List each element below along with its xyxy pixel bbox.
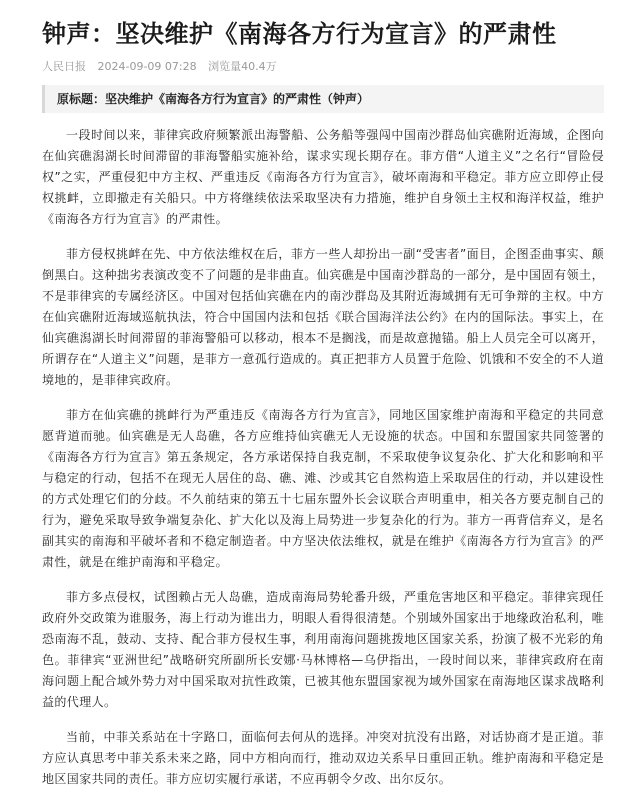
article-body xyxy=(42,125,604,790)
original-title-box xyxy=(42,85,604,113)
paragraph-5: 当前，中菲关系站在十字路口，面临何去何从的选择。冲突对抗没有出路，对话协商才是正道。菲方应认真思考中菲关系未来之路，同中方相向而行，推动双边关系早日重回正轨。维护南海和平稳定是地区国家共同的责任。菲方应切实履行承诺，不应再朝令夕改、出尔反尔。 xyxy=(42,730,604,786)
article-source[interactable]: 人民日报 xyxy=(42,60,86,73)
original-title: 坚决维护《南海各方行为宣言》的严肃性（钟声） xyxy=(105,92,370,106)
original-title-label: 原标题： xyxy=(57,92,106,106)
paragraph-3: 菲方在仙宾礁的挑衅行为严重违反《南海各方行为宣言》，同地区国家维护南海和平稳定的共同意愿背道而驰。仙宾礁是无人岛礁，各方应维持仙宾礁无人无设施的状态。中国和东盟国家共同签署的《南海各方行为宣言》第五条规定，各方承诺保持自我克制，不采取使争议复杂化、扩大化和影响和平与稳定的行动，包括不在现无人居住的岛、礁、滩、沙或其它自然构造上采取居住的行动，并以建设性的方式处理它们的分歧。不久前结束的第五十七届东盟外长会议联合声明重申，相关各方要克制自己的行为，避免采取导致争端复杂化、扩大化以及海上局势进一步复杂化的行为。菲方一再背信弃义，是名副其实的南海和平破坏者和不稳定制造者。中方坚决依法维权，就是在维护《南海各方行为宣言》的严肃性，就是在维护南海和平稳定。 xyxy=(42,408,604,569)
article-title: 钟声：坚决维护《南海各方行为宣言》的严肃性 xyxy=(42,20,557,48)
paragraph-4: 菲方多点侵权，试图赖占无人岛礁，造成南海局势轮番升级，严重危害地区和平稳定。菲律宾现任政府外交政策为谁服务，海上行动为谁出力，明眼人看得很清楚。个别域外国家出于地缘政治私利，唯恐南海不乱，鼓动、支持、配合菲方侵权生事，利用南海问题挑拨地区国家关系，扮演了极不光彩的角色。菲律宾“亚洲世纪”战略研究所副所长安娜·马林博格—乌伊指出，一段时间以来，菲律宾政府在南海问题上配合域外势力对中国采取对抗性政策，已被其他东盟国家视为域外国家在南海地区谋求战略利益的代理人。 xyxy=(42,590,604,709)
paragraph-1: 一段时间以来，菲律宾政府频繁派出海警船、公务船等强闯中国南沙群岛仙宾礁附近海域，企图向在仙宾礁潟湖长时间滞留的菲海警船实施补给，谋求实现长期存在。菲方借“人道主义”之名行“冒险侵权”之实，严重侵犯中方主权、严重违反《南海各方行为宣言》，破坏南海和平稳定。菲方应立即停止侵权挑衅，立即撤走有关船只。中方将继续依法采取坚决有力措施，维护自身领土主权和海洋权益，维护《南海各方行为宣言》的严肃性。 xyxy=(42,128,604,226)
article-views: 浏览量40.4万 xyxy=(208,60,277,73)
article-meta xyxy=(42,59,604,75)
article-datetime: 2024-09-09 07:28 xyxy=(97,60,197,73)
paragraph-2: 菲方侵权挑衅在先、中方依法维权在后，菲方一些人却扮出一副“受害者”面目，企图歪曲事实、颠倒黑白。这种拙劣表演改变不了问题的是非曲直。仙宾礁是中国南沙群岛的一部分，是中国固有领土，不是菲律宾的专属经济区。中国对包括仙宾礁在内的南沙群岛及其附近海域拥有无可争辩的主权。中方在仙宾礁附近海域巡航执法，符合中国国内法和包括《联合国海洋法公约》在内的国际法。事实上，在仙宾礁潟湖长时间滞留的菲海警船可以移动，根本不是搁浅，而是故意抛锚。船上人员完全可以离开，所谓存在“人道主义”问题，是菲方一意孤行造成的。真正把菲方人员置于危险、饥饿和不安全的不人道境地的，是菲律宾政府。 xyxy=(42,247,604,387)
